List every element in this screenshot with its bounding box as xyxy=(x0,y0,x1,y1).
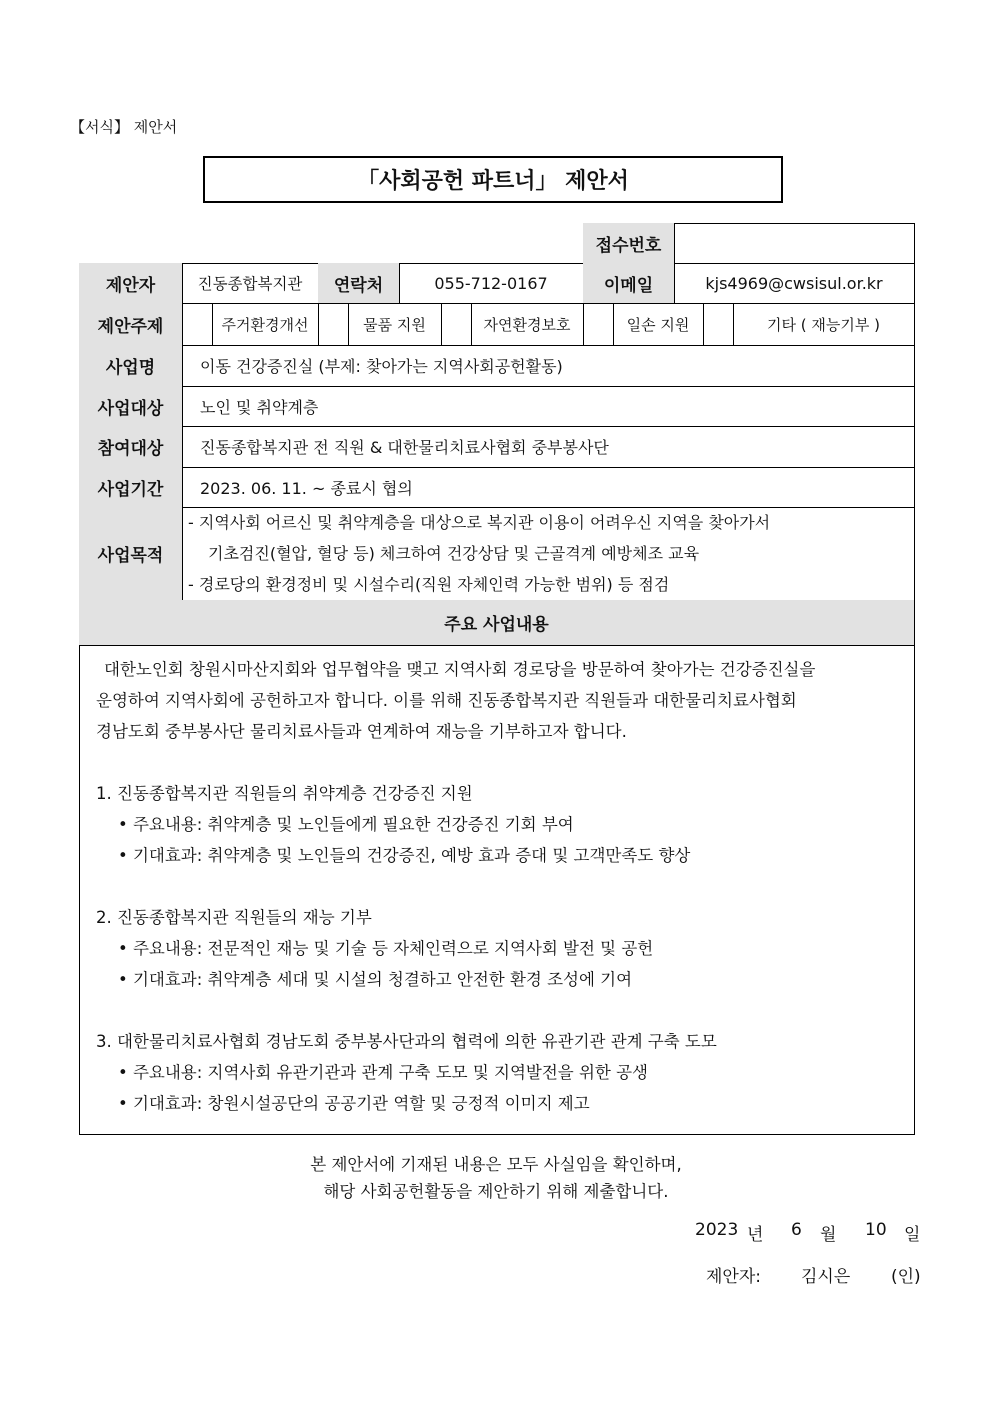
contact-label: 연락처 xyxy=(318,263,399,303)
purpose-line: - 경로당의 환경정비 및 시설수리(직원 자체인력 가능한 범위) 등 점검 xyxy=(188,575,670,594)
topic-checkbox-goods[interactable] xyxy=(318,303,348,345)
topic-option-nature: 자연환경보호 xyxy=(483,315,571,334)
purpose-text xyxy=(188,507,912,600)
topic-option-other: 기타 ( 재능기부 ) xyxy=(767,315,880,334)
signer-label: 제안자: xyxy=(706,1267,761,1287)
topic-checkbox-other[interactable] xyxy=(703,303,733,345)
receipt-number-label: 접수번호 xyxy=(583,223,674,263)
participants-value: 진동종합복지관 전 직원 & 대한물리치료사협회 중부봉사단 xyxy=(200,438,609,457)
item-title: 2. 진동종합복지관 직원들의 재능 기부 xyxy=(96,908,372,927)
receipt-number-field[interactable] xyxy=(674,223,914,263)
topic-checkbox-housing[interactable] xyxy=(182,303,212,345)
date-month-unit: 월 xyxy=(820,1225,837,1245)
item-title: 3. 대한물리치료사협회 경남도회 중부봉사단과의 협력에 의한 유관기관 관계 구축 도모 xyxy=(96,1032,717,1051)
email-label: 이메일 xyxy=(583,263,674,303)
period-label: 사업기간 xyxy=(79,467,182,507)
date-day: 10 xyxy=(865,1220,887,1240)
email-value: kjs4969@cwsisul.or.kr xyxy=(705,273,883,293)
business-target-label: 사업대상 xyxy=(79,386,182,426)
date-year: 2023 xyxy=(695,1220,739,1240)
confirmation-line-1: 본 제안서에 기재된 내용은 모두 사실임을 확인하며, xyxy=(310,1155,682,1174)
date-year-unit: 년 xyxy=(747,1225,764,1245)
topic-option-housing: 주거환경개선 xyxy=(221,315,309,334)
seal-mark: (인) xyxy=(891,1267,921,1287)
form-label: 【서식】 제안서 xyxy=(70,118,178,136)
proposer-label: 제안자 xyxy=(79,263,182,303)
item-effect: • 기대효과: 취약계층 및 노인들의 건강증진, 예방 효과 증대 및 고객만족도 향상 xyxy=(118,846,691,865)
business-target-value: 노인 및 취약계층 xyxy=(200,397,319,417)
item-content: • 주요내용: 지역사회 유관기관과 관계 구축 도모 및 지역발전을 위한 공생 xyxy=(118,1063,648,1082)
signer-name: 김시은 xyxy=(801,1267,851,1287)
participants-label: 참여대상 xyxy=(79,426,182,467)
topic-label: 제안주제 xyxy=(79,303,182,345)
document-title: 「사회공헌 파트너」 제안서 xyxy=(203,156,783,203)
date-day-unit: 일 xyxy=(904,1225,921,1245)
period-value: 2023. 06. 11. ~ 종료시 협의 xyxy=(200,478,413,498)
date-month: 6 xyxy=(791,1220,802,1240)
topic-option-labor: 일손 지원 xyxy=(626,315,690,334)
business-name-value: 이동 건강증진실 (부제: 찾아가는 지역사회공헌활동) xyxy=(200,357,563,376)
purpose-line: 기초검진(혈압, 혈당 등) 체크하여 건강상담 및 근골격계 예방체조 교육 xyxy=(208,544,700,563)
item-title: 1. 진동종합복지관 직원들의 취약계층 건강증진 지원 xyxy=(96,784,473,803)
main-content-header: 주요 사업내용 xyxy=(79,600,914,645)
topic-checkbox-labor[interactable] xyxy=(583,303,613,345)
item-content: • 주요내용: 전문적인 재능 및 기술 등 자체인력으로 지역사회 발전 및 공헌 xyxy=(118,939,654,958)
business-name-label: 사업명 xyxy=(79,345,182,386)
intro-line: 경남도회 중부봉사단 물리치료사들과 연계하여 재능을 기부하고자 합니다. xyxy=(96,722,627,741)
main-content-body xyxy=(96,654,904,1119)
purpose-label: 사업목적 xyxy=(79,507,182,600)
proposer-value: 진동종합복지관 xyxy=(197,275,303,293)
purpose-line: - 지역사회 어르신 및 취약계층을 대상으로 복지관 이용이 어려우신 지역을 찾아가서 xyxy=(188,513,771,532)
confirmation-line-2: 해당 사회공헌활동을 제안하기 위해 제출합니다. xyxy=(323,1182,669,1201)
topic-option-goods: 물품 지원 xyxy=(363,315,426,334)
item-effect: • 기대효과: 창원시설공단의 공공기관 역할 및 긍정적 이미지 제고 xyxy=(118,1094,590,1113)
contact-value: 055-712-0167 xyxy=(434,273,548,293)
item-effect: • 기대효과: 취약계층 세대 및 시설의 청결하고 안전한 환경 조성에 기여 xyxy=(118,970,633,989)
intro-line: 운영하여 지역사회에 공헌하고자 합니다. 이를 위해 진동종합복지관 직원들과 대한물리치료사협회 xyxy=(96,691,797,710)
topic-checkbox-nature[interactable] xyxy=(441,303,471,345)
intro-line: 대한노인회 창원시마산지회와 업무협약을 맺고 지역사회 경로당을 방문하여 찾아가는 건강증진실을 xyxy=(104,660,816,679)
item-content: • 주요내용: 취약계층 및 노인들에게 필요한 건강증진 기회 부여 xyxy=(118,815,574,834)
